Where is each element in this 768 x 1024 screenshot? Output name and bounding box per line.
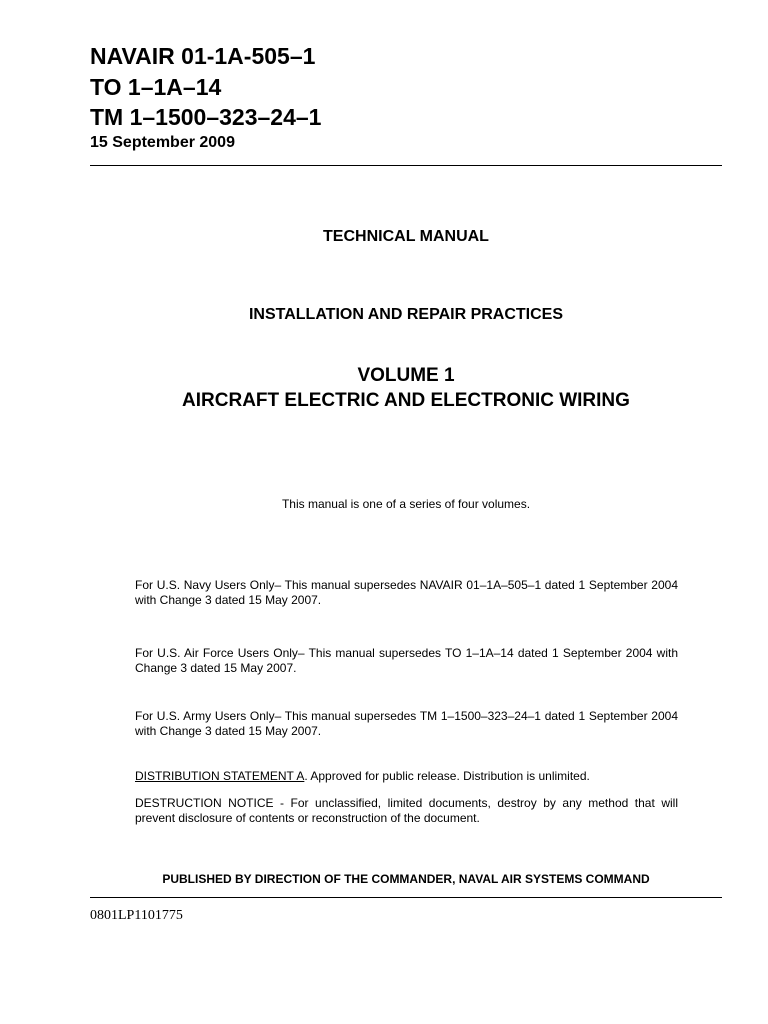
footer-divider xyxy=(90,897,722,898)
header-divider xyxy=(90,165,722,166)
volume-title: AIRCRAFT ELECTRIC AND ELECTRONIC WIRING xyxy=(182,390,630,411)
technical-manual-heading: TECHNICAL MANUAL xyxy=(323,228,489,245)
published-by: PUBLISHED BY DIRECTION OF THE COMMANDER, NAVAL AIR SYSTEMS COMMAND xyxy=(162,872,650,886)
series-note: This manual is one of a series of four volumes. xyxy=(281,497,531,511)
volume-heading: VOLUME 1 xyxy=(357,365,455,386)
doc-id-tm: TM 1–1500–323–24–1 xyxy=(90,104,322,130)
document-code: 0801LP1101775 xyxy=(90,908,183,923)
doc-date: 15 September 2009 xyxy=(90,134,235,151)
supersedes-air-force: For U.S. Air Force Users Only– This manual supersedes TO 1–1A–14 dated 1 September 2004 with Change 3 dated 15 May 2007. xyxy=(135,646,678,675)
distribution-statement xyxy=(135,769,678,784)
doc-id-to: TO 1–1A–14 xyxy=(90,74,222,100)
subject-heading: INSTALLATION AND REPAIR PRACTICES xyxy=(248,306,564,323)
doc-id-navair: NAVAIR 01-1A-505–1 xyxy=(90,43,316,69)
supersedes-navy: For U.S. Navy Users Only– This manual supersedes NAVAIR 01–1A–505–1 dated 1 September 2004 with Change 3 dated 15 May 2007. xyxy=(135,578,678,607)
supersedes-army: For U.S. Army Users Only– This manual supersedes TM 1–1500–323–24–1 dated 1 September 2004 with Change 3 dated 15 May 2007. xyxy=(135,709,678,738)
destruction-notice: DESTRUCTION NOTICE - For unclassified, limited documents, destroy by any method that will prevent disclosure of contents or reconstruction of the document. xyxy=(135,796,678,825)
distribution-text: . Approved for public release. Distribution is unlimited. xyxy=(304,769,590,783)
distribution-label: DISTRIBUTION STATEMENT A xyxy=(135,769,305,783)
